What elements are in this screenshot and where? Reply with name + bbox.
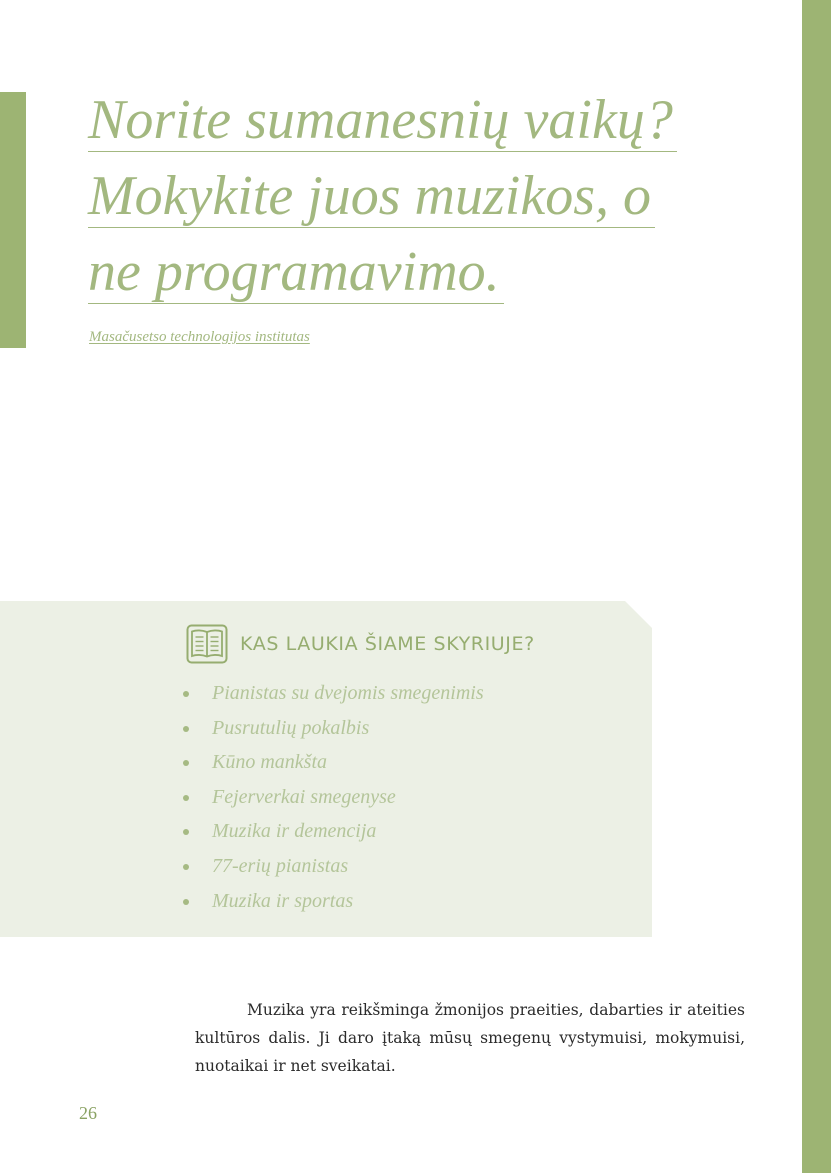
source-attribution: Masačusetso technologijos institutas	[89, 329, 310, 345]
title-line-2: Mokykite juos muzikos, o	[88, 165, 655, 228]
page-title	[88, 84, 728, 312]
page-number: 26	[79, 1103, 97, 1123]
list-item: Muzika ir sportas	[183, 884, 484, 919]
chapter-contents-title: KAS LAUKIA ŠIAME SKYRIUJE?	[240, 633, 535, 655]
list-item: Kūno mankšta	[183, 745, 484, 780]
chapter-contents-header	[186, 624, 535, 664]
list-item: Muzika ir demencija	[183, 814, 484, 849]
title-line-1: Norite sumanesnių vaikų?	[88, 89, 677, 152]
title-accent-bar	[0, 92, 26, 348]
list-item: Fejerverkai smegenyse	[183, 780, 484, 815]
list-item: Pusrutulių pokalbis	[183, 711, 484, 746]
right-margin-band	[802, 0, 831, 1173]
chapter-contents-list	[183, 676, 484, 918]
open-book-icon	[186, 624, 228, 664]
list-item: 77-erių pianistas	[183, 849, 484, 884]
title-line-3: ne programavimo.	[88, 241, 504, 304]
list-item: Pianistas su dvejomis smegenimis	[183, 676, 484, 711]
body-paragraph: Muzika yra reikšminga žmonijos praeities, dabarties ir ateities kultūros dalis. Ji daro įtaką mūsų smegenų vystymuisi, mokymuisi, nuotaikai ir net sveikatai.	[195, 1001, 745, 1075]
